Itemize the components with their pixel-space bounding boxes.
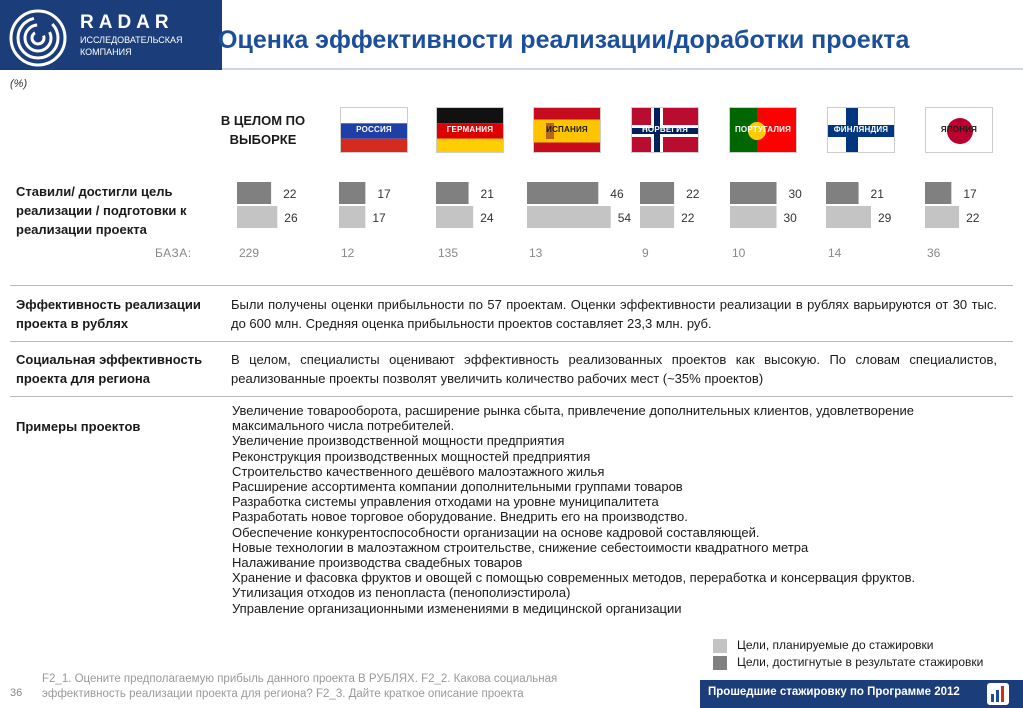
unit-label: (%) xyxy=(10,78,28,90)
bar-achieved xyxy=(826,182,859,204)
list-item: Увеличение производственной мощности предприятия xyxy=(232,433,565,449)
bar-planned xyxy=(339,206,365,228)
row-divider xyxy=(10,341,1013,342)
data-label-planned: 24 xyxy=(480,211,494,225)
data-label-achieved: 30 xyxy=(788,187,802,201)
flag-label: НОРВЕГИЯ xyxy=(641,125,689,134)
footnote: F2_1. Оцените предполагаемую прибыль данного проекта В РУБЛЯХ. F2_2. Какова социальная эффективность реализации проекта для региона? F2_3. Дайте краткое описание проекта xyxy=(42,673,558,700)
goals-row-label: Ставили/ достигли цель реализации / подготовки к реализации проекта xyxy=(16,184,187,237)
logo-subtitle-line2: КОМПАНИЯ xyxy=(80,47,132,57)
data-label-achieved: 22 xyxy=(283,187,297,201)
base-value: 229 xyxy=(239,246,260,260)
data-label-achieved: 22 xyxy=(686,187,700,201)
rub-efficiency-label: Эффективность реализации проекта в рублях xyxy=(16,297,201,331)
program-label: Прошедшие стажировку по Программе 2012 xyxy=(708,686,960,698)
list-item: Реконструкция производственных мощностей предприятия xyxy=(232,448,591,464)
list-item: Обеспечение конкурентоспособности организации на основе кадровой составляющей. xyxy=(232,524,760,540)
list-item: Разработка системы управления отходами на уровне муниципалитета xyxy=(232,494,659,510)
data-label-planned: 30 xyxy=(783,211,797,225)
data-label-planned: 54 xyxy=(617,211,632,225)
bar-planned xyxy=(237,206,277,228)
base-value: 135 xyxy=(438,246,459,260)
list-item: Управление организационными изменениями в медицинской организации xyxy=(232,600,682,616)
data-label-planned: 29 xyxy=(877,211,892,225)
data-label-planned: 22 xyxy=(681,211,695,225)
list-item: Хранение и фасовка фруктов и овощей с помощью современных методов, переработка и консервация фруктов. xyxy=(232,570,916,586)
base-value: 12 xyxy=(341,246,355,260)
examples-list xyxy=(232,403,1012,616)
logo-name: RADAR xyxy=(80,12,174,33)
list-item: Расширение ассортимента компании дополнительными группами товаров xyxy=(232,479,683,495)
data-label-achieved: 21 xyxy=(870,187,884,201)
bar-planned xyxy=(436,206,473,228)
page-title: Оценка эффективности реализации/доработки проекта xyxy=(218,26,910,54)
bar-planned xyxy=(640,206,674,228)
flag-label: ЯПОНИЯ xyxy=(940,125,978,134)
data-label-planned: 17 xyxy=(372,211,386,225)
flag-label: ГЕРМАНИЯ xyxy=(446,125,494,134)
row-divider xyxy=(10,396,1013,397)
bar-achieved xyxy=(436,182,469,204)
bar-planned xyxy=(925,206,959,228)
legend-swatch-achieved xyxy=(713,656,727,670)
program-logo-icon xyxy=(985,681,1011,707)
bar-achieved xyxy=(527,182,598,204)
social-efficiency-label: Социальная эффективность проекта для региона xyxy=(16,352,203,386)
bar-planned xyxy=(527,206,611,228)
list-item: Увеличение товарооборота, расширение рынка сбыта, привлечение дополнительных клиентов, удовлетворение xyxy=(232,403,915,418)
page-number: 36 xyxy=(10,687,23,699)
goals-bar-chart xyxy=(0,0,1023,270)
data-label-planned: 26 xyxy=(284,211,298,225)
bar-achieved xyxy=(640,182,674,204)
flag-label: ПОРТУГАЛИЯ xyxy=(734,125,792,134)
bar-achieved xyxy=(339,182,365,204)
data-label-achieved: 21 xyxy=(480,187,494,201)
overall-column-header: В ЦЕЛОМ ПО ВЫБОРКЕ xyxy=(220,113,306,147)
list-item: Налаживание производства свадебных товаров xyxy=(232,555,523,571)
rub-efficiency-text: Были получены оценки прибыльности по 57 проектам. Оценки эффективности реализации в рублях варьируются от 30 тыс. до 600 млн. Средняя оценка прибыльности проектов составляет 23,3 млн. руб. xyxy=(231,297,997,331)
data-label-planned: 22 xyxy=(966,211,980,225)
legend-swatch-planned xyxy=(713,639,727,653)
legend-planned-text: Цели, планируемые до стажировки xyxy=(737,638,934,652)
bar-planned xyxy=(826,206,871,228)
data-label-achieved: 17 xyxy=(963,187,977,201)
base-value: 14 xyxy=(828,246,842,260)
base-label: БАЗА: xyxy=(155,246,192,260)
list-item: максимального числа потребителей. xyxy=(232,418,455,434)
bar-achieved xyxy=(730,182,777,204)
examples-label: Примеры проектов xyxy=(16,419,141,434)
data-label-achieved: 17 xyxy=(377,187,391,201)
legend-achieved-text: Цели, достигнутые в результате стажировки xyxy=(737,655,984,669)
list-item: Разработать новое торговое оборудование. Внедрить его на производство. xyxy=(232,509,688,525)
base-value: 9 xyxy=(642,246,649,260)
flag-label: РОССИЯ xyxy=(356,125,392,134)
bar-achieved xyxy=(925,182,951,204)
list-item: Утилизация отходов из пенопласта (пенополиэстирола) xyxy=(232,585,571,601)
bar-achieved xyxy=(237,182,271,204)
social-efficiency-text: В целом, специалисты оценивают эффективность реализованных проектов как высокую. По словам специалистов, реализованные проекты позволят увеличить количество рабочих мест (~35% проектов) xyxy=(231,352,997,386)
footer-bar xyxy=(700,680,1023,708)
list-item: Строительство качественного дешёвого малоэтажного жилья xyxy=(232,463,605,479)
base-value: 13 xyxy=(529,246,543,260)
flag-label: ИСПАНИЯ xyxy=(546,125,588,134)
logo-subtitle-line1: ИССЛЕДОВАТЕЛЬСКАЯ xyxy=(80,35,183,45)
base-value: 36 xyxy=(927,246,941,260)
row-divider xyxy=(10,285,1013,286)
base-value: 10 xyxy=(732,246,746,260)
data-label-achieved: 46 xyxy=(610,187,624,201)
flag-label: ФИНЛЯНДИЯ xyxy=(833,125,889,134)
bar-planned xyxy=(730,206,777,228)
list-item: Новые технологии в малоэтажном строительстве, снижение себестоимости квадратного метра xyxy=(232,539,809,555)
